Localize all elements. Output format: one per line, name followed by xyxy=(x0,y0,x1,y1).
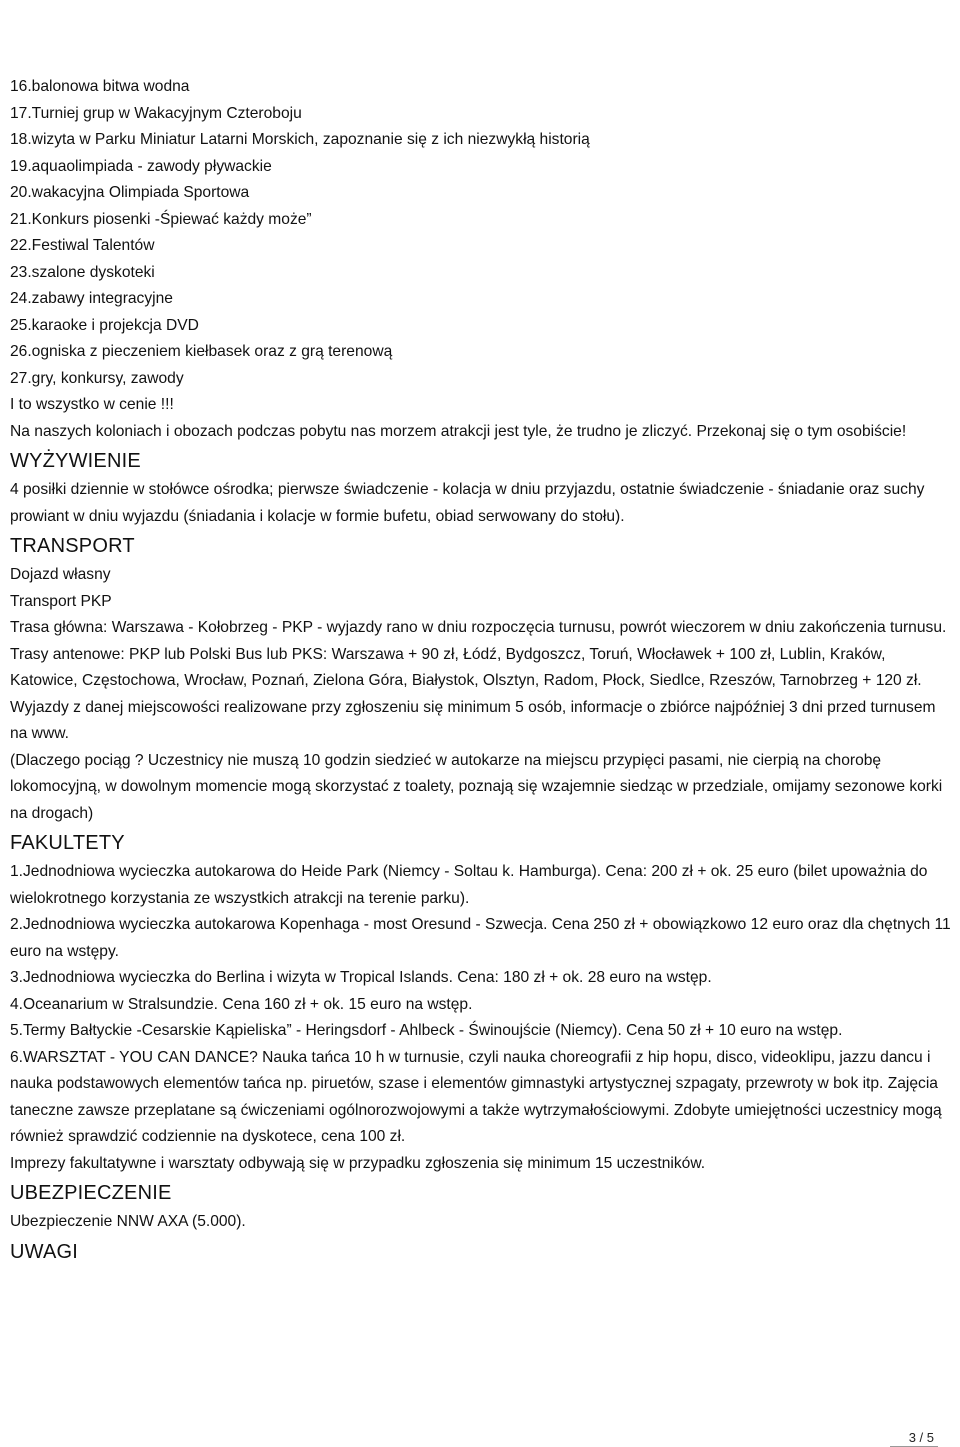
list-item: 22.Festiwal Talentów xyxy=(10,237,155,254)
transport-minimum: Wyjazdy z danej miejscowości realizowane przy zgłoszeniu się minimum 5 osób, informacje o zbiórce najpóźniej 3 dni przed turnusem na www. xyxy=(10,698,936,742)
transport-branch-routes: Trasy antenowe: PKP lub Polski Bus lub PKS: Warszawa + 90 zł, Łódź, Bydgoszcz, Toruń, Włocławek + 100 zł, Lublin, Kraków, Katowice, Częstochowa, Wrocław, Poznań, Zielona Góra, Białystok, Olsztyn, Radom, Płock, Siedlce, Rzeszów, Tarnobrzeg + 120 zł. xyxy=(10,645,922,689)
food-heading: WYŻYWIENIE xyxy=(10,450,141,472)
list-item: 27.gry, konkursy, zawody xyxy=(10,369,184,387)
insurance-text: Ubezpieczenie NNW AXA (5.000). xyxy=(10,1213,246,1230)
list-item: 25.karaoke i projekcja DVD xyxy=(10,316,199,334)
transport-pkp: Transport PKP xyxy=(10,592,112,610)
elective-item: 3.Jednodniowa wycieczka do Berlina i wizyta w Tropical Islands. Cena: 180 zł + ok. 28 euro na wstęp. xyxy=(10,969,712,986)
list-item: 24.zabawy integracyjne xyxy=(10,290,173,307)
elective-item: 6.WARSZTAT - YOU CAN DANCE? Nauka tańca 10 h w turnusie, czyli nauka choreografii z hip hopu, disco, videoklipu, jazzu dancu i nauka podstawowych elementów tańca np. piruetów, szase i elementów gimnastyki artystycznej szpagaty, przewroty w bok itp. Zajęcia taneczne zawsze przeplatane są ćwiczeniami ogólnorozwojowymi a także wytrzymałościowymi. Zdobyte umiejętności uczestnicy mogą również sprawdzić codziennie na dyskotece, cena 100 zł. xyxy=(10,1048,942,1145)
insurance-heading: UBEZPIECZENIE xyxy=(10,1182,172,1204)
elective-item: 5.Termy Bałtyckie -Cesarskie Kąpieliska” - Heringsdorf - Ahlbeck - Świnoujście (Niemcy). Cena 50 zł + 10 euro na wstęp. xyxy=(10,1022,843,1039)
list-item: 19.aquaolimpiada - zawody pływackie xyxy=(10,157,272,175)
attractions-summary: Na naszych koloniach i obozach podczas pobytu nas morzem atrakcji jest tyle, że trudno je zliczyć. Przekonaj się o tym osobiście! xyxy=(10,422,907,440)
included-note: I to wszystko w cenie !!! xyxy=(10,396,174,413)
list-item: 23.szalone dyskoteki xyxy=(10,263,155,281)
electives-note: Imprezy fakultatywne i warsztaty odbywają się w przypadku zgłoszenia się minimum 15 uczestników. xyxy=(10,1154,706,1172)
list-item: 26.ogniska z pieczeniem kiełbasek oraz z grą terenową xyxy=(10,343,393,360)
list-item: 20.wakacyjna Olimpiada Sportowa xyxy=(10,184,250,201)
transport-why-train: (Dlaczego pociąg ? Uczestnicy nie muszą 10 godzin siedzieć w autokarze na miejscu przypięci pasami, nie cierpią na chorobę lokomocyjną, w dowolnym momencie mogą skorzystać z toalety, poznają się wzajemnie siedząc w przedziale, omijamy sezonowe korki na drogach) xyxy=(10,751,943,822)
remarks-heading: UWAGI xyxy=(10,1240,79,1263)
elective-item: 4.Oceanarium w Stralsundzie. Cena 160 zł + ok. 15 euro na wstęp. xyxy=(10,995,473,1013)
transport-heading: TRANSPORT xyxy=(10,535,135,557)
list-item: 17.Turniej grup w Wakacyjnym Czteroboju xyxy=(10,104,302,122)
page-number: 3 / 5 xyxy=(908,1430,934,1445)
elective-item: 1.Jednodniowa wycieczka autokarowa do Heide Park (Niemcy - Soltau k. Hamburga). Cena: 200 zł + ok. 25 euro (bilet upoważnia do wielokrotnego korzystania ze wszystkich atrakcji na terenie parku). xyxy=(10,863,928,907)
list-item: 16.balonowa bitwa wodna xyxy=(10,78,190,95)
electives-heading: FAKULTETY xyxy=(10,832,125,854)
list-item: 18.wizyta w Parku Miniatur Latarni Morskich, zapoznanie się z ich niezwykłą historią xyxy=(10,131,590,148)
transport-main-route: Trasa główna: Warszawa - Kołobrzeg - PKP - wyjazdy rano w dniu rozpoczęcia turnusu, powrót wieczorem w dniu zakończenia turnusu. xyxy=(10,619,947,636)
transport-own: Dojazd własny xyxy=(10,566,111,583)
food-text: 4 posiłki dziennie w stołówce ośrodka; pierwsze świadczenie - kolacja w dniu przyjazdu, ostatnie świadczenie - śniadanie oraz suchy prowiant w dniu wyjazdu (śniadania i kolacje w formie bufetu, obiad serwowany do stołu). xyxy=(10,481,925,525)
list-item: 21.Konkurs piosenki -Śpiewać każdy może” xyxy=(10,210,312,228)
attractions-list xyxy=(10,74,952,392)
document-body xyxy=(10,74,952,1268)
elective-item: 2.Jednodniowa wycieczka autokarowa Kopenhaga - most Oresund - Szwecja. Cena 250 zł + obowiązkowo 12 euro oraz dla chętnych 11 euro na wstępy. xyxy=(10,916,951,960)
